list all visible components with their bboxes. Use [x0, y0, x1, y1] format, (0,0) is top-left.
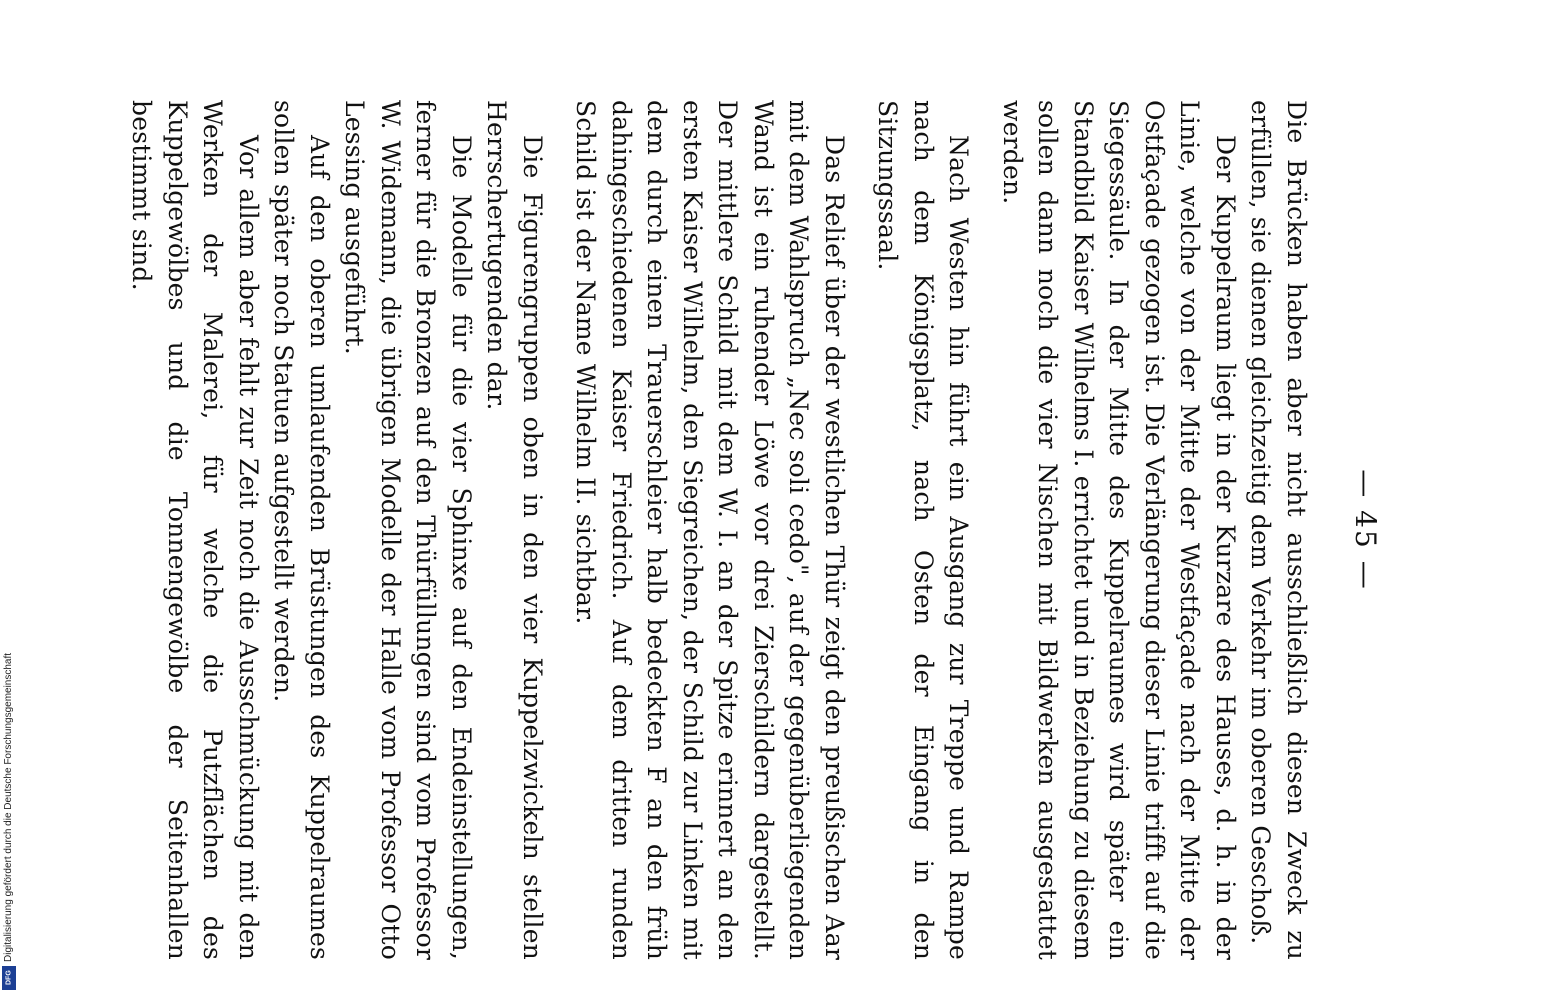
paragraph-modelle: Die Modelle für die vier Sphinxe auf den Endeinstellungen, ferner für die Bronzen auf den Thürfüllungen sind vom Professor W. Widemann, die übrigen Modelle der Halle vom Professor Otto Lessing ausgeführt.	[340, 100, 476, 960]
paragraph-kuppelraum: Der Kuppelraum liegt in der Kurzare des Hauses, d. h. in der Linie, welche von der Mitte der Westfaçade nach der Mitte der Ostfaçade gezogen ist. Die Verlängerung dieser Linie trifft auf die Siegessäule. In der Mitte des Kuppelraumes wird später ein Standbild Kaiser Wilhelms I. errichtet und in Beziehung zu diesem sollen dann noch die vier Nischen mit Bildwerken ausgestattet werden.	[998, 100, 1240, 960]
paragraph-westen: Nach Westen hin führt ein Ausgang zur Treppe und Rampe nach dem Königsplatz, nach Osten der Eingang in den Sitzungssaal.	[873, 100, 974, 960]
footer-credit-text: Digitalisierung gefördert durch die Deutsche Forschungsgemeinschaft	[3, 652, 14, 962]
paragraph-figurengruppen: Die Figurengruppen oben in den vier Kuppelzwickeln stellen Herrschertugenden dar.	[482, 100, 547, 960]
document-page	[127, 0, 1382, 1000]
dfg-logo-icon: DFG	[2, 966, 16, 990]
paragraph-bruestungen: Auf den oberen umlaufenden Brüstungen des Kuppelraumes sollen später noch Statuen aufgestellt werden.	[269, 100, 334, 960]
footer-credit	[0, 0, 20, 1000]
paragraph-bridges: Die Brücken haben aber nicht ausschließlich diesen Zweck zu erfüllen, sie dienen gleichzeitig dem Verkehr im oberen Geschoß.	[1246, 100, 1311, 960]
paragraph-malerei: Vor allem aber fehlt zur Zeit noch die Ausschmückung mit den Werken der Malerei, für welche die Putzflächen des Kuppelgewölbes und die Tonnengewölbe der Seitenhallen bestimmt sind.	[127, 100, 263, 960]
paragraph-relief: Das Relief über der westlichen Thür zeigt den preußischen Aar mit dem Wahlspruch „Nec soli cedo", auf der gegenüberliegenden Wand ist ein ruhender Löwe vor drei Zierschildern dargestellt. Der mittlere Schild mit dem W. I. an der Spitze erinnert an den ersten Kaiser Wilhelm, den Siegreichen, der Schild zur Linken mit dem durch einen Trauerschleier halb bedeckten F an den früh dahingeschiedenen Kaiser Friedrich. Auf dem dritten runden Schild ist der Name Wilhelm II. sichtbar.	[571, 100, 849, 960]
page-number: — 45 —	[1349, 469, 1382, 591]
text-body	[124, 100, 1314, 960]
